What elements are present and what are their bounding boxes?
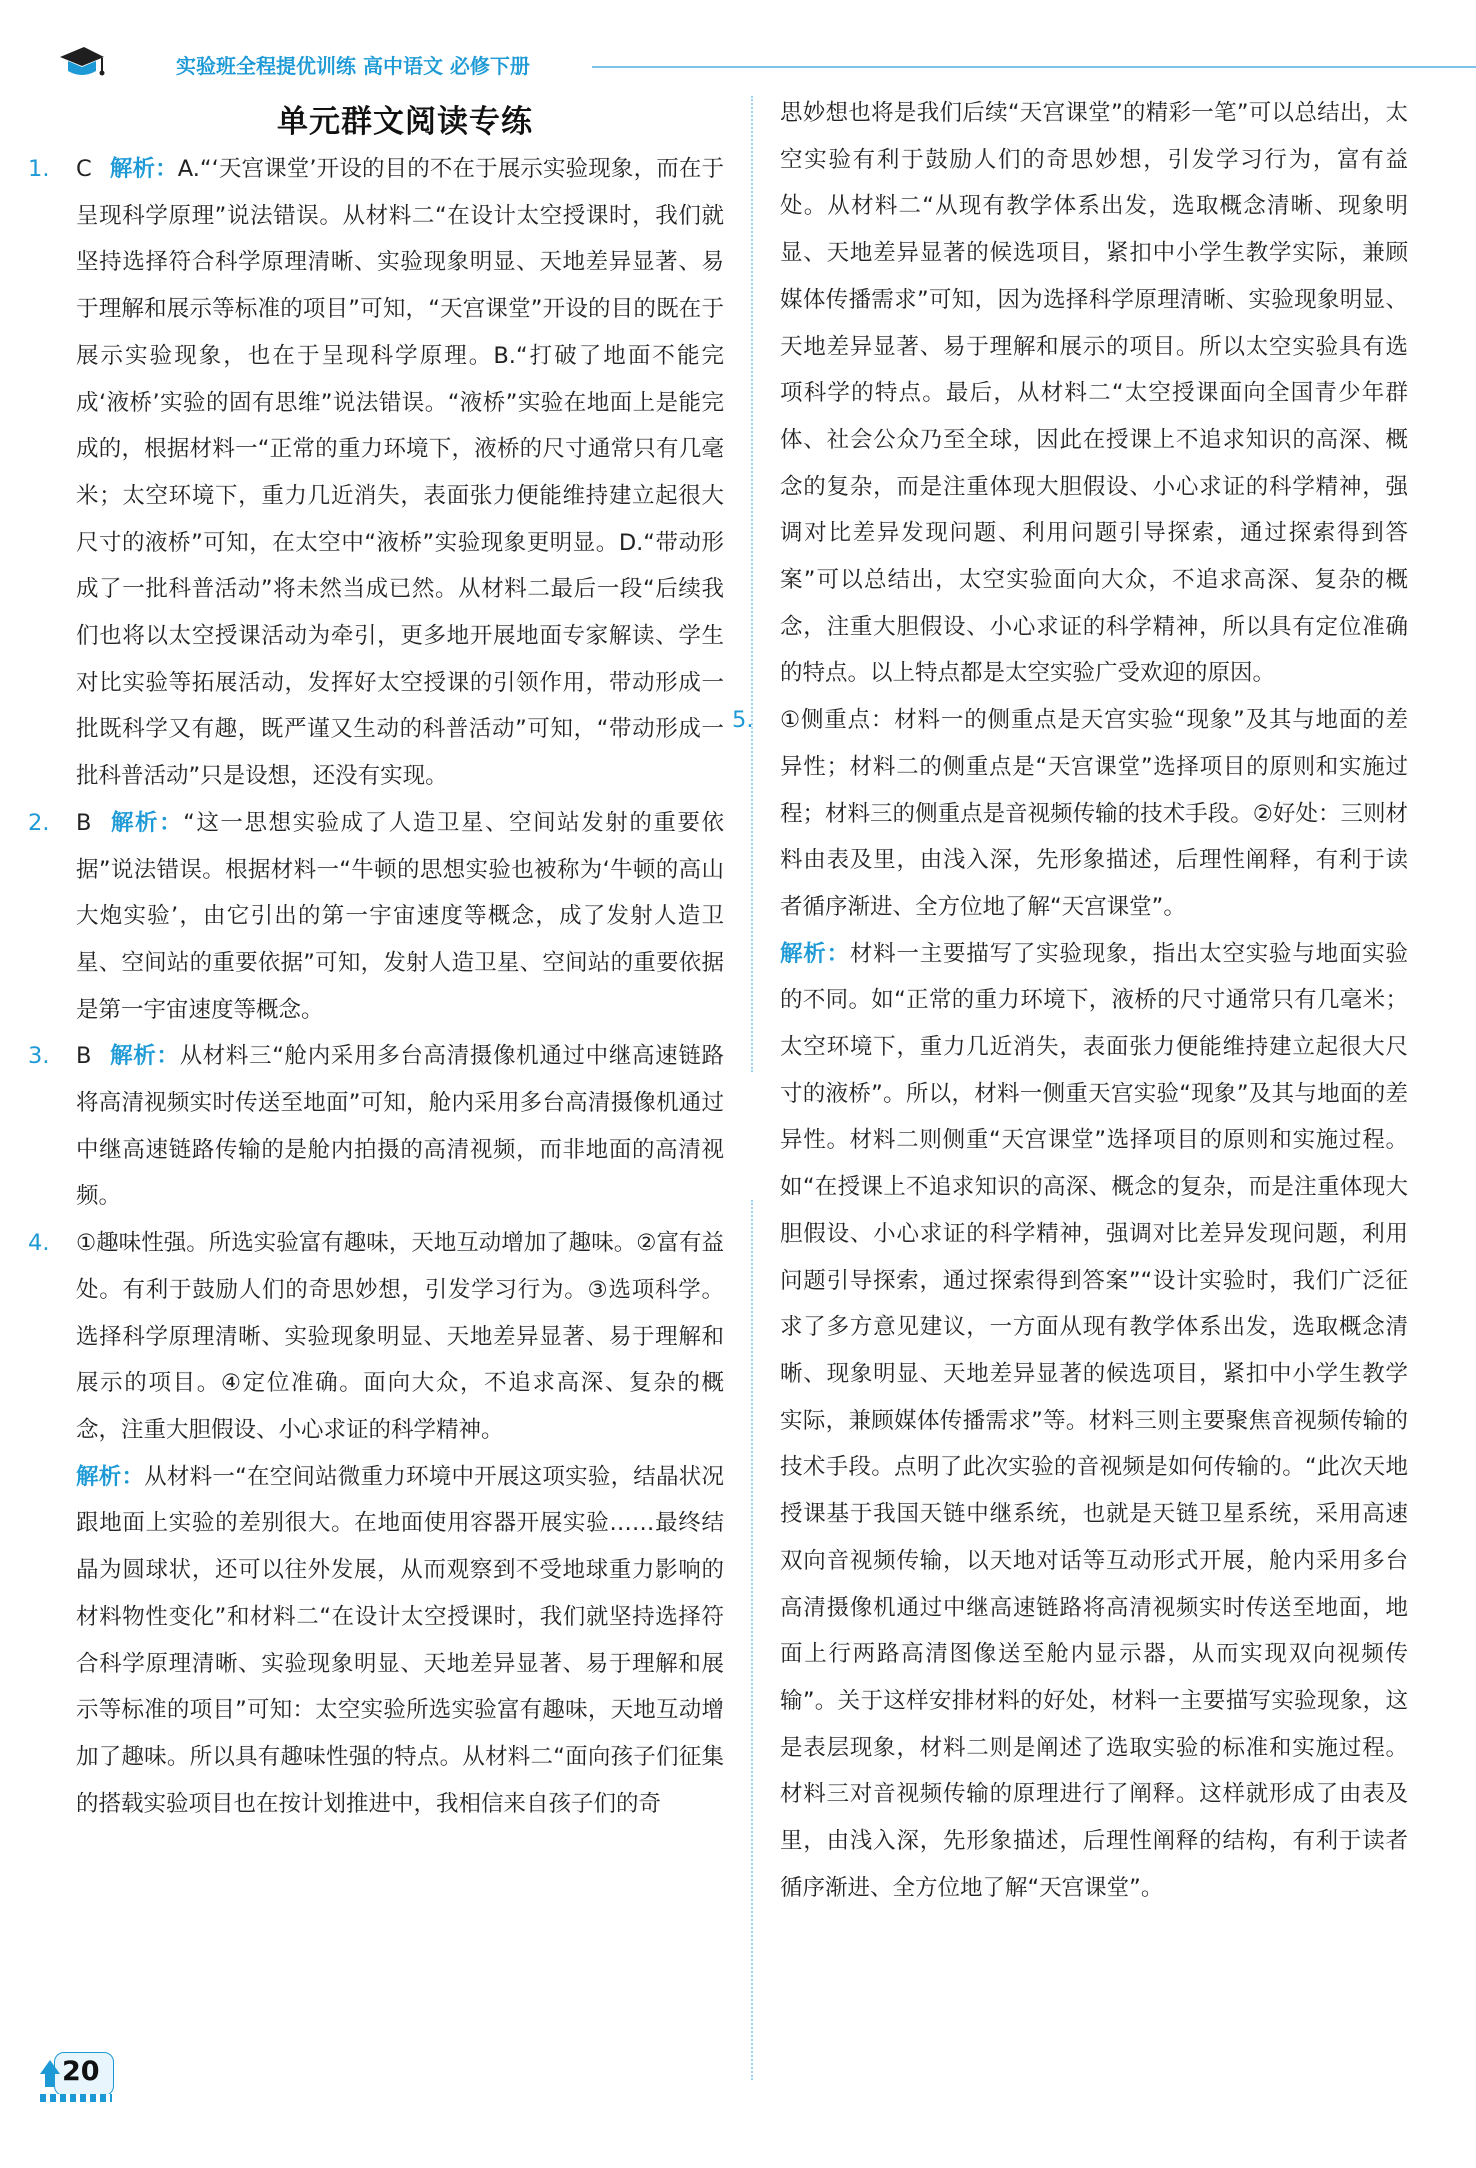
answer-text: ①侧重点：材料一的侧重点是天宫实验“现象”及其与地面的差异性；材料二的侧重点是“天宫课堂”选择项目的原则和实施过程；材料三的侧重点是音视频传输的技术手段。②好处：三则材料由表及里，由浅入深，先形象描述，后理性阐释，有利于读者循序渐进、全方位地了解“天宫课堂”。	[780, 707, 1408, 920]
answer-text: 从材料三“舱内采用多台高清摄像机通过中继高速链路将高清视频实时传送至地面”可知，舱内采用多台高清摄像机通过中继高速链路传输的是舱内拍摄的高清视频，而非地面的高清视频。	[76, 1043, 724, 1210]
answer-choice: B	[76, 1043, 92, 1070]
analysis-item-5	[780, 931, 1408, 1912]
question-number: 5.	[732, 707, 754, 734]
running-header	[52, 44, 1432, 80]
analysis-label: 解析：	[109, 156, 178, 182]
decorative-stripe	[40, 2094, 112, 2102]
analysis-text: 从材料一“在空间站微重力环境中开展这项实验，结晶状况跟地面上实验的差别很大。在地面使用容器开展实验……最终结晶为圆球状，还可以往外发展，从而观察到不受地球重力影响的材料物性变化”和材料二“在设计太空授课时，我们就坚持选择符合科学原理清晰、实验现象明显、天地差异显著、易于理解和展示等标准的项目”可知：太空实验所选实验富有趣味，天地互动增加了趣味。所以具有趣味性强的特点。从材料二“面向孩子们征集的搭载实验项目也在按计划推进中，我相信来自孩子们的奇	[76, 1463, 724, 1817]
question-number: 3.	[28, 1043, 50, 1070]
answer-item-3	[28, 1033, 724, 1220]
analysis-label: 解析：	[780, 940, 850, 967]
analysis-label: 解析：	[76, 1463, 145, 1490]
series-title: 实验班全程提优训练 高中语文 必修下册	[176, 54, 530, 78]
answer-item-5	[732, 697, 1408, 931]
mortarboard-icon	[58, 44, 106, 80]
header-rule	[592, 66, 1476, 68]
answer-text: A.“‘天宫课堂’开设的目的不在于展示实验现象，而在于呈现科学原理”说法错误。从材料二“在设计太空授课时，我们就坚持选择符合科学原理清晰、实验现象明显、天地差异显著、易于理解和展示等标准的项目”可知，“天宫课堂”开设的目的既在于展示实验现象，也在于呈现科学原理。B.“打破了地面不能完成‘液桥’实验的固有思维”说法错误。“液桥”实验在地面上是能完成的，根据材料一“正常的重力环境下，液桥的尺寸通常只有几毫米；太空环境下，重力几近消失，表面张力便能维持建立起很大尺寸的液桥”可知，在太空中“液桥”实验现象更明显。D.“带动形成了一批科普活动”将未然当成已然。从材料二最后一段“后续我们也将以太空授课活动为牵引，更多地开展地面专家解读、学生对比实验等拓展活动，发挥好太空授课的引领作用，带动形成一批既科学又有趣，既严谨又生动的科普活动”可知，“带动形成一批科普活动”只是设想，还没有实现。	[76, 156, 724, 790]
analysis-item-4	[76, 1454, 724, 1828]
column-divider	[751, 1200, 753, 2080]
analysis-text: 思妙想也将是我们后续“天宫课堂”的精彩一笔”可以总结出，太空实验有利于鼓励人们的奇思妙想，引发学习行为，富有益处。从材料二“从现有教学体系出发，选取概念清晰、现象明显、天地差异显著的候选项目，紧扣中小学生教学实际，兼顾媒体传播需求”可知，因为选择科学原理清晰、实验现象明显、天地差异显著、易于理解和展示的项目。所以太空实验具有选项科学的特点。最后，从材料二“太空授课面向全国青少年群体、社会公众乃至全球，因此在授课上不追求知识的高深、概念的复杂，而是注重体现大胆假设、小心求证的科学精神，强调对比差异发现问题、利用问题引导探索，通过探索得到答案”可以总结出，太空实验面向大众，不追求高深、复杂的概念，注重大胆假设、小心求证的科学精神，所以具有定位准确的特点。以上特点都是太空实验广受欢迎的原因。	[780, 100, 1408, 687]
question-number: 1.	[28, 156, 50, 182]
analysis-label: 解析：	[109, 1043, 180, 1070]
page-number-badge	[40, 2052, 114, 2104]
answer-item-2	[28, 800, 724, 1034]
left-column	[28, 146, 724, 1827]
answer-item-4	[28, 1220, 724, 1454]
page-title: 单元群文阅读专练	[277, 104, 533, 140]
answer-item-1	[28, 146, 724, 800]
analysis-label: 解析：	[109, 809, 184, 836]
analysis-text: 材料一主要描写了实验现象，指出太空实验与地面实验的不同。如“正常的重力环境下，液桥的尺寸通常只有几毫米；太空环境下，重力几近消失，表面张力便能维持建立起很大尺寸的液桥”。所以，材料一侧重天宫实验“现象”及其与地面的差异性。材料二则侧重“天宫课堂”选择项目的原则和实施过程。如“在授课上不追求知识的高深、概念的复杂，而是注重体现大胆假设、小心求证的科学精神，强调对比差异发现问题，利用问题引导探索，通过探索得到答案”“设计实验时，我们广泛征求了多方意见建议，一方面从现有教学体系出发，选取概念清晰、现象明显、天地差异显著的候选项目，紧扣中小学生教学实际，兼顾媒体传播需求”等。材料三则主要聚焦音视频传输的技术手段。点明了此次实验的音视频是如何传输的。“此次天地授课基于我国天链中继系统，也就是天链卫星系统，采用高速双向音视频传输，以天地对话等互动形式开展，舱内采用多台高清摄像机通过中继高速链路将高清视频实时传送至地面，地面上行两路高清图像送至舱内显示器，从而实现双向视频传输”。关于这样安排材料的好处，材料一主要描写实验现象，这是表层现象，材料二则是阐述了选取实验的标准和实施过程。材料三对音视频传输的原理进行了阐释。这样就形成了由表及里，由浅入深，先形象描述，后理性阐释的结构，有利于读者循序渐进、全方位地了解“天宫课堂”。	[780, 940, 1408, 1901]
question-number: 2.	[28, 809, 50, 836]
column-divider	[751, 96, 753, 1072]
up-arrow-icon	[40, 2060, 60, 2074]
answer-text: “这一思想实验成了人造卫星、空间站发射的重要依据”说法错误。根据材料一“牛顿的思想实验也被称为‘牛顿的高山大炮实验’，由它引出的第一宇宙速度等概念，成了发射人造卫星、空间站的重要依据”可知，发射人造卫星、空间站的重要依据是第一宇宙速度等概念。	[76, 809, 724, 1023]
answer-choice: C	[76, 156, 92, 182]
page-number: 20	[62, 2056, 100, 2087]
up-arrow-stem	[45, 2073, 55, 2087]
answer-text: ①趣味性强。所选实验富有趣味，天地互动增加了趣味。②富有益处。有利于鼓励人们的奇思妙想，引发学习行为。③选项科学。选择科学原理清晰、实验现象明显、天地差异显著、易于理解和展示的项目。④定位准确。面向大众，不追求高深、复杂的概念，注重大胆假设、小心求证的科学精神。	[76, 1230, 724, 1443]
answer-choice: B	[76, 809, 92, 836]
question-number: 4.	[28, 1230, 50, 1257]
analysis-continuation	[780, 90, 1408, 697]
right-column	[732, 90, 1408, 1911]
